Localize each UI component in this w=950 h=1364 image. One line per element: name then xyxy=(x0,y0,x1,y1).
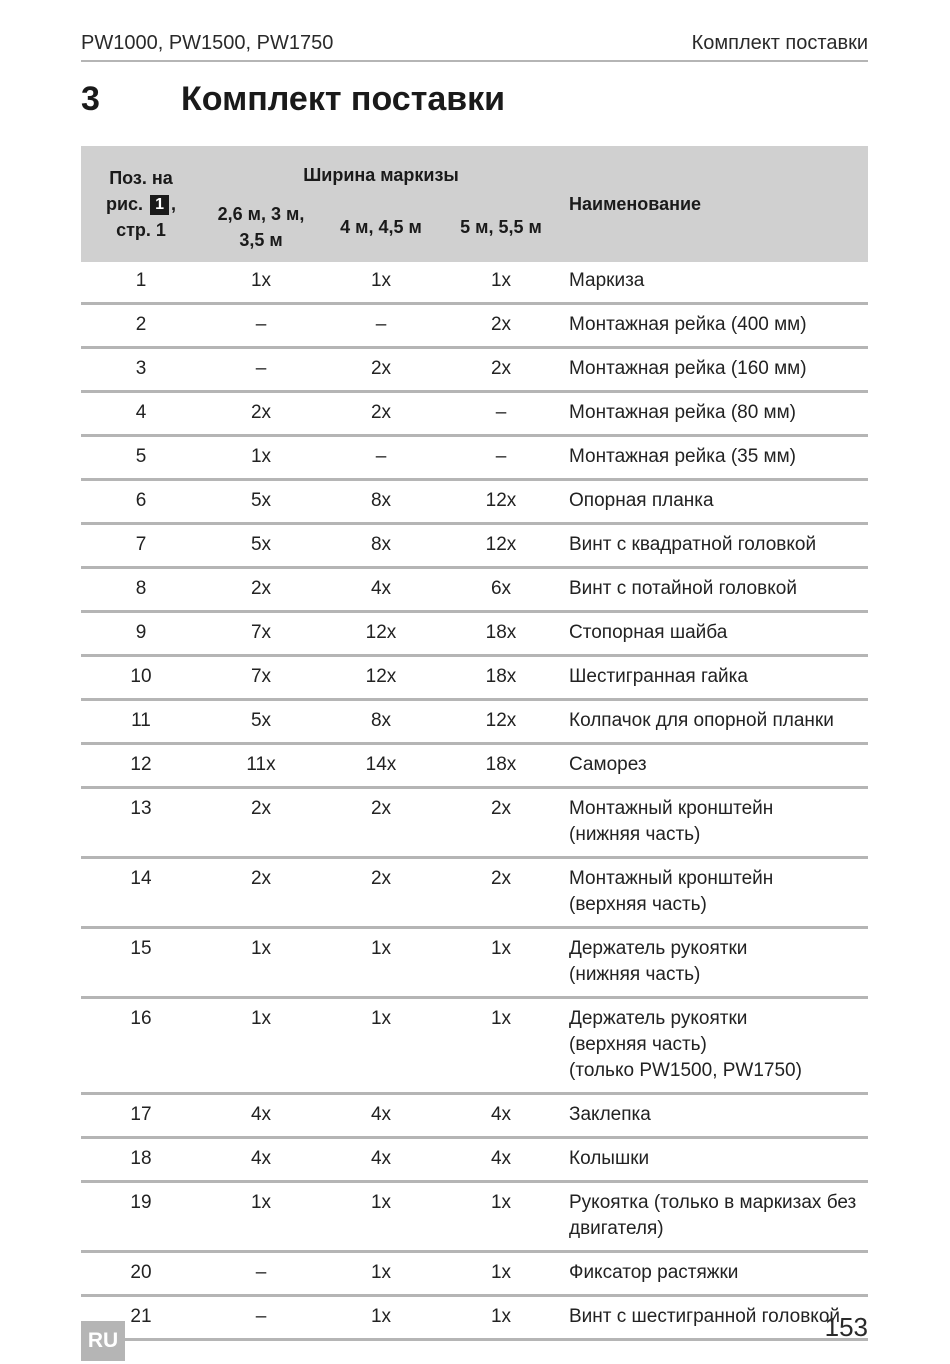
item-name-line: Монтажная рейка (160 мм) xyxy=(569,358,807,379)
cell-qty-width-2: 12x xyxy=(321,612,441,656)
item-name-line: Монтажная рейка (400 мм) xyxy=(569,314,807,335)
cell-qty-width-3: – xyxy=(441,392,561,436)
language-badge: RU xyxy=(81,1321,125,1361)
cell-item-name xyxy=(561,612,868,656)
cell-qty-width-1: 7x xyxy=(201,612,321,656)
chapter-number: 3 xyxy=(81,79,100,118)
item-name-line: Держатель рукоятки xyxy=(569,1008,748,1029)
cell-qty-width-2: – xyxy=(321,436,441,480)
cell-qty-width-1: 2x xyxy=(201,858,321,928)
cell-qty-width-3: 2x xyxy=(441,788,561,858)
table-row xyxy=(81,392,868,436)
cell-qty-width-2: – xyxy=(321,304,441,348)
cell-position: 15 xyxy=(81,928,201,998)
table-row xyxy=(81,928,868,998)
cell-qty-width-3: 2x xyxy=(441,304,561,348)
cell-qty-width-1: 1x xyxy=(201,436,321,480)
cell-qty-width-3: 1x xyxy=(441,1182,561,1252)
table-row xyxy=(81,700,868,744)
table-row xyxy=(81,1296,868,1340)
cell-item-name xyxy=(561,392,868,436)
item-name-line: Опорная планка xyxy=(569,490,714,511)
cell-position: 17 xyxy=(81,1094,201,1138)
cell-qty-width-3: 18x xyxy=(441,656,561,700)
table-row xyxy=(81,744,868,788)
column-group-awning-width: Ширина маркизы xyxy=(201,146,561,192)
cell-qty-width-3: 18x xyxy=(441,744,561,788)
item-name-line: Монтажный кронштейн xyxy=(569,798,774,819)
cell-qty-width-2: 4x xyxy=(321,568,441,612)
cell-qty-width-3: 12x xyxy=(441,700,561,744)
cell-qty-width-2: 4x xyxy=(321,1094,441,1138)
header-models: PW1000, PW1500, PW1750 xyxy=(81,32,334,54)
item-name-line: Саморез xyxy=(569,754,647,775)
cell-qty-width-1: 1x xyxy=(201,1182,321,1252)
table-row xyxy=(81,858,868,928)
cell-qty-width-3: 2x xyxy=(441,348,561,392)
cell-position: 6 xyxy=(81,480,201,524)
cell-qty-width-1: 5x xyxy=(201,700,321,744)
header-section: Комплект поставки xyxy=(691,32,868,54)
table-row xyxy=(81,656,868,700)
cell-item-name xyxy=(561,928,868,998)
cell-item-name xyxy=(561,998,868,1094)
cell-qty-width-1: 5x xyxy=(201,480,321,524)
cell-qty-width-2: 1x xyxy=(321,262,441,304)
cell-qty-width-1: 4x xyxy=(201,1138,321,1182)
cell-qty-width-3: 4x xyxy=(441,1138,561,1182)
cell-position: 4 xyxy=(81,392,201,436)
item-name-line: двигателя) xyxy=(569,1218,664,1239)
cell-qty-width-1: 2x xyxy=(201,568,321,612)
cell-position: 1 xyxy=(81,262,201,304)
cell-position: 16 xyxy=(81,998,201,1094)
table-row xyxy=(81,480,868,524)
cell-qty-width-1: 11x xyxy=(201,744,321,788)
cell-position: 10 xyxy=(81,656,201,700)
cell-position: 18 xyxy=(81,1138,201,1182)
table-row xyxy=(81,524,868,568)
pos-header-line2: рис. xyxy=(105,194,144,214)
cell-item-name xyxy=(561,304,868,348)
cell-qty-width-2: 1x xyxy=(321,928,441,998)
cell-qty-width-2: 8x xyxy=(321,524,441,568)
cell-item-name xyxy=(561,1182,868,1252)
cell-position: 9 xyxy=(81,612,201,656)
item-name-line: Монтажная рейка (35 мм) xyxy=(569,446,797,467)
item-name-line: (нижняя часть) xyxy=(569,964,701,985)
cell-qty-width-1: – xyxy=(201,304,321,348)
item-name-line: Винт с потайной головкой xyxy=(569,578,797,599)
item-name-line: Заклепка xyxy=(569,1104,651,1125)
table-row xyxy=(81,998,868,1094)
table-row xyxy=(81,304,868,348)
item-name-line: Держатель рукоятки xyxy=(569,938,748,959)
item-name-line: Монтажная рейка (80 мм) xyxy=(569,402,797,423)
column-header-name: Наименование xyxy=(561,146,868,262)
width-1-line2: 3,5 м xyxy=(239,230,283,250)
table-body xyxy=(81,262,868,1340)
cell-qty-width-2: 2x xyxy=(321,858,441,928)
item-name-line: (только PW1500, PW1750) xyxy=(569,1060,802,1081)
item-name-line: Шестигранная гайка xyxy=(569,666,748,687)
cell-qty-width-1: 5x xyxy=(201,524,321,568)
item-name-line: Винт с квадратной головкой xyxy=(569,534,817,555)
table-row xyxy=(81,568,868,612)
cell-qty-width-3: – xyxy=(441,436,561,480)
item-name-line: Рукоятка (только в маркизах без xyxy=(569,1192,857,1213)
table-row xyxy=(81,1182,868,1252)
cell-qty-width-1: 2x xyxy=(201,392,321,436)
cell-position: 11 xyxy=(81,700,201,744)
item-name-line: Монтажный кронштейн xyxy=(569,868,774,889)
cell-item-name xyxy=(561,262,868,304)
cell-item-name xyxy=(561,524,868,568)
chapter-heading xyxy=(81,78,505,120)
cell-item-name xyxy=(561,568,868,612)
cell-qty-width-2: 8x xyxy=(321,700,441,744)
cell-position: 7 xyxy=(81,524,201,568)
item-name-line: Стопорная шайба xyxy=(569,622,728,643)
column-header-width-2: 4 м, 4,5 м xyxy=(321,192,441,262)
cell-item-name xyxy=(561,480,868,524)
cell-qty-width-2: 2x xyxy=(321,788,441,858)
item-name-line: Фиксатор растяжки xyxy=(569,1262,739,1283)
item-name-line: Винт с шестигранной головкой xyxy=(569,1306,841,1327)
cell-position: 2 xyxy=(81,304,201,348)
cell-qty-width-3: 4x xyxy=(441,1094,561,1138)
cell-qty-width-2: 1x xyxy=(321,998,441,1094)
cell-qty-width-2: 2x xyxy=(321,392,441,436)
cell-position: 12 xyxy=(81,744,201,788)
cell-qty-width-2: 1x xyxy=(321,1252,441,1296)
cell-item-name xyxy=(561,1138,868,1182)
cell-item-name xyxy=(561,1252,868,1296)
cell-qty-width-2: 1x xyxy=(321,1182,441,1252)
table-row xyxy=(81,612,868,656)
cell-position: 21 xyxy=(81,1296,201,1340)
cell-qty-width-2: 2x xyxy=(321,348,441,392)
column-header-width-3: 5 м, 5,5 м xyxy=(441,192,561,262)
table-row xyxy=(81,1138,868,1182)
item-name-line: (верхняя часть) xyxy=(569,894,707,915)
cell-item-name xyxy=(561,788,868,858)
table-row xyxy=(81,262,868,304)
cell-item-name xyxy=(561,700,868,744)
cell-item-name xyxy=(561,1296,868,1340)
pos-header-comma: , xyxy=(170,194,176,214)
figure-reference-badge: 1 xyxy=(150,195,169,215)
item-name-line: Колышки xyxy=(569,1148,650,1169)
cell-qty-width-1: 1x xyxy=(201,262,321,304)
item-name-line: (верхняя часть) xyxy=(569,1034,707,1055)
cell-item-name xyxy=(561,436,868,480)
chapter-title: Комплект поставки xyxy=(181,79,506,118)
cell-position: 5 xyxy=(81,436,201,480)
cell-qty-width-1: 4x xyxy=(201,1094,321,1138)
cell-item-name xyxy=(561,1094,868,1138)
page-number: 153 xyxy=(824,1312,868,1342)
cell-qty-width-2: 1x xyxy=(321,1296,441,1340)
cell-item-name xyxy=(561,744,868,788)
cell-position: 14 xyxy=(81,858,201,928)
pos-header-line1: Поз. на xyxy=(109,168,173,188)
cell-qty-width-3: 12x xyxy=(441,524,561,568)
item-name-line: Колпачок для опорной планки xyxy=(569,710,834,731)
table-row xyxy=(81,436,868,480)
cell-qty-width-3: 1x xyxy=(441,1252,561,1296)
cell-position: 19 xyxy=(81,1182,201,1252)
cell-qty-width-1: 2x xyxy=(201,788,321,858)
cell-qty-width-1: – xyxy=(201,1296,321,1340)
cell-qty-width-2: 4x xyxy=(321,1138,441,1182)
cell-qty-width-1: – xyxy=(201,1252,321,1296)
table-row xyxy=(81,1094,868,1138)
item-name-line: Маркиза xyxy=(569,270,645,291)
cell-qty-width-1: 1x xyxy=(201,928,321,998)
delivery-contents-table xyxy=(81,146,868,1341)
column-header-position xyxy=(81,146,201,262)
cell-item-name xyxy=(561,656,868,700)
cell-qty-width-3: 6x xyxy=(441,568,561,612)
cell-position: 13 xyxy=(81,788,201,858)
cell-qty-width-3: 1x xyxy=(441,1296,561,1340)
cell-qty-width-1: – xyxy=(201,348,321,392)
cell-qty-width-1: 7x xyxy=(201,656,321,700)
pos-header-line3: стр. 1 xyxy=(116,220,166,240)
table-row xyxy=(81,788,868,858)
cell-qty-width-2: 12x xyxy=(321,656,441,700)
cell-qty-width-3: 1x xyxy=(441,928,561,998)
cell-position: 3 xyxy=(81,348,201,392)
running-header xyxy=(81,28,868,62)
cell-position: 20 xyxy=(81,1252,201,1296)
cell-item-name xyxy=(561,348,868,392)
table-header xyxy=(81,146,868,262)
cell-position: 8 xyxy=(81,568,201,612)
cell-qty-width-2: 8x xyxy=(321,480,441,524)
cell-qty-width-3: 12x xyxy=(441,480,561,524)
table-row xyxy=(81,348,868,392)
width-1-line1: 2,6 м, 3 м, xyxy=(217,204,305,224)
item-name-line: (нижняя часть) xyxy=(569,824,701,845)
column-header-width-1 xyxy=(201,192,321,262)
cell-item-name xyxy=(561,858,868,928)
cell-qty-width-3: 1x xyxy=(441,998,561,1094)
cell-qty-width-1: 1x xyxy=(201,998,321,1094)
cell-qty-width-3: 1x xyxy=(441,262,561,304)
cell-qty-width-3: 18x xyxy=(441,612,561,656)
cell-qty-width-3: 2x xyxy=(441,858,561,928)
table-row xyxy=(81,1252,868,1296)
cell-qty-width-2: 14x xyxy=(321,744,441,788)
